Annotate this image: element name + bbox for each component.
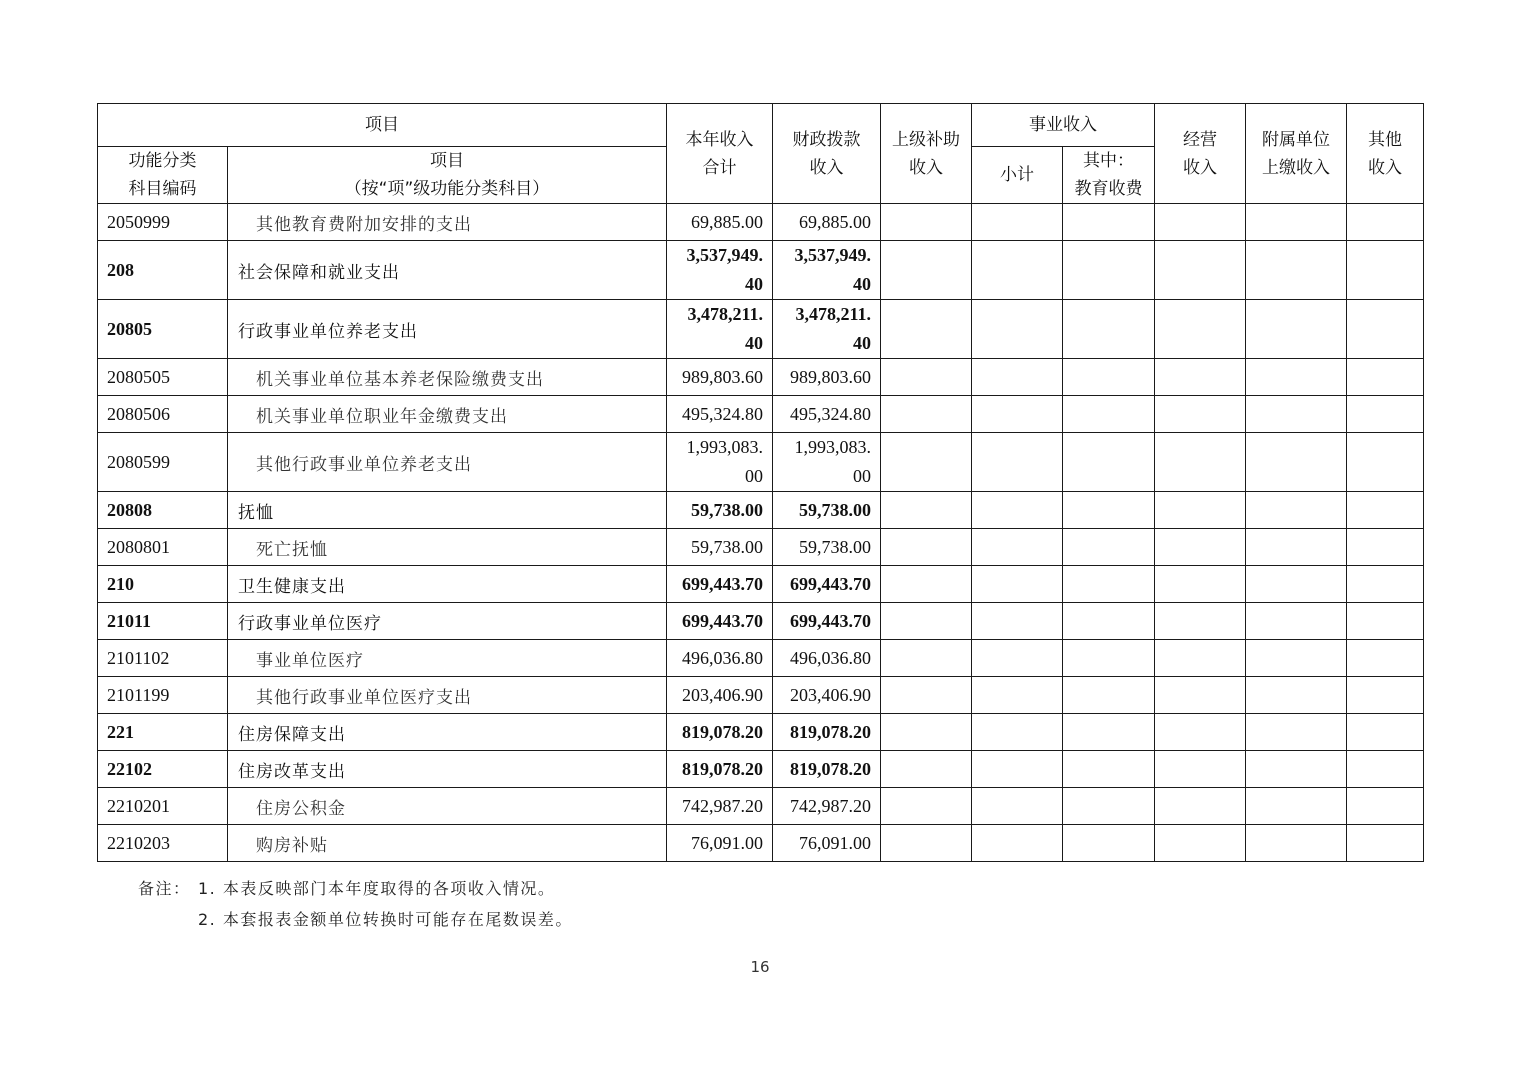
- total-cell: 819,078.20: [667, 751, 773, 788]
- empty-cell: [881, 788, 972, 825]
- fiscal-line1: 3,478,211.: [795, 304, 871, 324]
- empty-cell: [1063, 396, 1155, 433]
- empty-cell: [1347, 566, 1424, 603]
- code-cell: 2210203: [98, 825, 228, 862]
- header-edu-line1: 其中：: [1083, 151, 1134, 171]
- total-cell: 76,091.00: [667, 825, 773, 862]
- empty-cell: [1246, 714, 1347, 751]
- total-cell: 699,443.70: [667, 603, 773, 640]
- name-cell: 其他教育费附加安排的支出: [228, 204, 667, 241]
- header-project: [228, 147, 667, 204]
- header-affiliated-line2: 上缴收入: [1262, 157, 1330, 178]
- fiscal-cell: 699,443.70: [773, 566, 881, 603]
- total-line2: 40: [745, 274, 763, 294]
- code-cell: 21011: [98, 603, 228, 640]
- table-row: [98, 825, 1424, 862]
- code-cell: 208: [98, 241, 228, 300]
- empty-cell: [1063, 492, 1155, 529]
- empty-cell: [1063, 204, 1155, 241]
- fiscal-cell: 203,406.90: [773, 677, 881, 714]
- empty-cell: [1063, 714, 1155, 751]
- name-cell: 购房补贴: [228, 825, 667, 862]
- empty-cell: [881, 433, 972, 492]
- empty-cell: [1246, 241, 1347, 300]
- empty-cell: [972, 492, 1063, 529]
- empty-cell: [1347, 788, 1424, 825]
- code-cell: 221: [98, 714, 228, 751]
- empty-cell: [1246, 396, 1347, 433]
- header-superior-line2: 收入: [909, 157, 943, 178]
- empty-cell: [1347, 529, 1424, 566]
- code-cell: 2080505: [98, 359, 228, 396]
- header-operating-line2: 收入: [1183, 157, 1217, 178]
- empty-cell: [1155, 603, 1246, 640]
- table-row: [98, 433, 1424, 492]
- empty-cell: [881, 714, 972, 751]
- empty-cell: [1063, 825, 1155, 862]
- empty-cell: [1063, 566, 1155, 603]
- header-func-code-line2: 科目编码: [128, 179, 197, 199]
- total-line2: 00: [745, 466, 763, 486]
- notes-label: 备注：: [138, 879, 191, 898]
- name-cell: 其他行政事业单位养老支出: [228, 433, 667, 492]
- header-other-line1: 其他: [1368, 129, 1402, 150]
- total-cell: [667, 241, 773, 300]
- empty-cell: [1155, 566, 1246, 603]
- empty-cell: [1347, 241, 1424, 300]
- total-cell: 495,324.80: [667, 396, 773, 433]
- empty-cell: [881, 241, 972, 300]
- empty-cell: [1155, 359, 1246, 396]
- empty-cell: [972, 714, 1063, 751]
- header-func-code: [98, 147, 228, 204]
- name-cell: 住房保障支出: [228, 714, 667, 751]
- table-row: [98, 603, 1424, 640]
- name-cell: 抚恤: [228, 492, 667, 529]
- header-fiscal: [773, 104, 881, 204]
- code-cell: 2101102: [98, 640, 228, 677]
- empty-cell: [1347, 751, 1424, 788]
- header-superior: [881, 104, 972, 204]
- empty-cell: [1347, 300, 1424, 359]
- empty-cell: [1246, 529, 1347, 566]
- code-cell: 2080506: [98, 396, 228, 433]
- empty-cell: [1246, 433, 1347, 492]
- code-cell: 2080599: [98, 433, 228, 492]
- name-cell: 机关事业单位职业年金缴费支出: [228, 396, 667, 433]
- empty-cell: [881, 603, 972, 640]
- fiscal-cell: [773, 300, 881, 359]
- fiscal-cell: [773, 241, 881, 300]
- total-cell: 819,078.20: [667, 714, 773, 751]
- name-cell: 死亡抚恤: [228, 529, 667, 566]
- empty-cell: [1063, 433, 1155, 492]
- empty-cell: [1246, 204, 1347, 241]
- empty-cell: [1155, 751, 1246, 788]
- empty-cell: [972, 566, 1063, 603]
- empty-cell: [972, 204, 1063, 241]
- empty-cell: [1155, 241, 1246, 300]
- header-subtotal: 小计: [972, 147, 1063, 204]
- empty-cell: [881, 204, 972, 241]
- fiscal-line2: 40: [853, 274, 871, 294]
- empty-cell: [972, 603, 1063, 640]
- empty-cell: [881, 359, 972, 396]
- empty-cell: [1347, 825, 1424, 862]
- empty-cell: [881, 751, 972, 788]
- header-project-line2: （按“项”级功能分类科目）: [344, 179, 550, 199]
- empty-cell: [1063, 788, 1155, 825]
- header-func-code-line1: 功能分类: [128, 151, 197, 171]
- table-row: [98, 566, 1424, 603]
- empty-cell: [881, 677, 972, 714]
- empty-cell: [1155, 825, 1246, 862]
- empty-cell: [1063, 241, 1155, 300]
- empty-cell: [1155, 492, 1246, 529]
- fiscal-cell: [773, 433, 881, 492]
- empty-cell: [881, 825, 972, 862]
- empty-cell: [1347, 714, 1424, 751]
- name-cell: 卫生健康支出: [228, 566, 667, 603]
- fiscal-cell: 742,987.20: [773, 788, 881, 825]
- table-row: [98, 241, 1424, 300]
- empty-cell: [1155, 714, 1246, 751]
- table-row: [98, 751, 1424, 788]
- fiscal-cell: 819,078.20: [773, 714, 881, 751]
- total-cell: 59,738.00: [667, 529, 773, 566]
- empty-cell: [1347, 204, 1424, 241]
- header-business-group: 事业收入: [972, 104, 1155, 147]
- empty-cell: [1246, 751, 1347, 788]
- empty-cell: [1063, 300, 1155, 359]
- total-cell: 699,443.70: [667, 566, 773, 603]
- fiscal-cell: 495,324.80: [773, 396, 881, 433]
- empty-cell: [881, 640, 972, 677]
- header-other-line2: 收入: [1368, 157, 1402, 178]
- empty-cell: [972, 433, 1063, 492]
- name-cell: 住房改革支出: [228, 751, 667, 788]
- fiscal-cell: 59,738.00: [773, 492, 881, 529]
- income-table: [97, 103, 1424, 862]
- fiscal-cell: 699,443.70: [773, 603, 881, 640]
- name-cell: 住房公积金: [228, 788, 667, 825]
- empty-cell: [972, 677, 1063, 714]
- table-row: [98, 359, 1424, 396]
- empty-cell: [1347, 433, 1424, 492]
- empty-cell: [1347, 603, 1424, 640]
- fiscal-cell: 59,738.00: [773, 529, 881, 566]
- name-cell: 事业单位医疗: [228, 640, 667, 677]
- empty-cell: [1063, 359, 1155, 396]
- total-cell: 989,803.60: [667, 359, 773, 396]
- empty-cell: [972, 788, 1063, 825]
- fiscal-line2: 00: [853, 466, 871, 486]
- empty-cell: [1246, 603, 1347, 640]
- empty-cell: [881, 566, 972, 603]
- empty-cell: [972, 300, 1063, 359]
- empty-cell: [1246, 677, 1347, 714]
- name-cell: 行政事业单位养老支出: [228, 300, 667, 359]
- empty-cell: [881, 529, 972, 566]
- empty-cell: [1347, 640, 1424, 677]
- fiscal-cell: 69,885.00: [773, 204, 881, 241]
- empty-cell: [1246, 359, 1347, 396]
- code-cell: 20805: [98, 300, 228, 359]
- empty-cell: [1155, 529, 1246, 566]
- total-cell: 496,036.80: [667, 640, 773, 677]
- total-line1: 1,993,083.: [686, 437, 763, 457]
- empty-cell: [1246, 825, 1347, 862]
- name-cell: 社会保障和就业支出: [228, 241, 667, 300]
- empty-cell: [972, 825, 1063, 862]
- header-affiliated-line1: 附属单位: [1262, 129, 1330, 150]
- empty-cell: [1246, 300, 1347, 359]
- header-project-group: 项目: [98, 104, 667, 147]
- total-cell: 59,738.00: [667, 492, 773, 529]
- name-cell: 其他行政事业单位医疗支出: [228, 677, 667, 714]
- empty-cell: [1155, 300, 1246, 359]
- page-number: 16: [750, 958, 770, 976]
- code-cell: 2050999: [98, 204, 228, 241]
- empty-cell: [1246, 566, 1347, 603]
- total-cell: 203,406.90: [667, 677, 773, 714]
- header-total-line2: 合计: [702, 157, 737, 178]
- code-cell: 210: [98, 566, 228, 603]
- total-cell: [667, 433, 773, 492]
- header-superior-line1: 上级补助: [892, 129, 960, 150]
- fiscal-line2: 40: [853, 333, 871, 353]
- empty-cell: [1246, 640, 1347, 677]
- empty-cell: [1246, 788, 1347, 825]
- header-operating: [1155, 104, 1246, 204]
- empty-cell: [881, 300, 972, 359]
- total-cell: 69,885.00: [667, 204, 773, 241]
- total-line1: 3,478,211.: [687, 304, 763, 324]
- header-edu-line2: 教育收费: [1074, 179, 1143, 199]
- fiscal-cell: 989,803.60: [773, 359, 881, 396]
- empty-cell: [1063, 677, 1155, 714]
- empty-cell: [1063, 603, 1155, 640]
- empty-cell: [972, 396, 1063, 433]
- empty-cell: [1347, 677, 1424, 714]
- code-cell: 2080801: [98, 529, 228, 566]
- empty-cell: [1347, 359, 1424, 396]
- empty-cell: [1347, 492, 1424, 529]
- empty-cell: [1155, 677, 1246, 714]
- table-row: [98, 204, 1424, 241]
- note-1: 1. 本表反映部门本年度取得的各项收入情况。: [198, 879, 556, 898]
- header-other: [1347, 104, 1424, 204]
- name-cell: 行政事业单位医疗: [228, 603, 667, 640]
- table-row: [98, 788, 1424, 825]
- fiscal-cell: 819,078.20: [773, 751, 881, 788]
- total-line1: 3,537,949.: [686, 245, 763, 265]
- empty-cell: [1246, 492, 1347, 529]
- header-fiscal-line2: 收入: [809, 157, 844, 178]
- header-edu: [1063, 147, 1155, 204]
- table-row: [98, 396, 1424, 433]
- empty-cell: [1155, 396, 1246, 433]
- empty-cell: [972, 359, 1063, 396]
- code-cell: 20808: [98, 492, 228, 529]
- fiscal-cell: 76,091.00: [773, 825, 881, 862]
- empty-cell: [1063, 640, 1155, 677]
- code-cell: 22102: [98, 751, 228, 788]
- fiscal-line1: 3,537,949.: [794, 245, 871, 265]
- header-project-line1: 项目: [430, 151, 464, 171]
- empty-cell: [972, 241, 1063, 300]
- note-2: 2. 本套报表金额单位转换时可能存在尾数误差。: [198, 910, 573, 929]
- empty-cell: [881, 492, 972, 529]
- total-line2: 40: [745, 333, 763, 353]
- code-cell: 2101199: [98, 677, 228, 714]
- total-cell: [667, 300, 773, 359]
- total-cell: 742,987.20: [667, 788, 773, 825]
- empty-cell: [1347, 396, 1424, 433]
- table-row: [98, 640, 1424, 677]
- empty-cell: [1063, 529, 1155, 566]
- table-row: [98, 529, 1424, 566]
- header-affiliated: [1246, 104, 1347, 204]
- code-cell: 2210201: [98, 788, 228, 825]
- table-row: [98, 492, 1424, 529]
- table-row: [98, 677, 1424, 714]
- empty-cell: [881, 396, 972, 433]
- empty-cell: [972, 640, 1063, 677]
- header-operating-line1: 经营: [1183, 129, 1217, 150]
- empty-cell: [1155, 433, 1246, 492]
- table-row: [98, 300, 1424, 359]
- empty-cell: [972, 529, 1063, 566]
- empty-cell: [1155, 640, 1246, 677]
- name-cell: 机关事业单位基本养老保险缴费支出: [228, 359, 667, 396]
- header-fiscal-line1: 财政拨款: [792, 129, 861, 150]
- empty-cell: [1155, 204, 1246, 241]
- table-row: [98, 714, 1424, 751]
- fiscal-line1: 1,993,083.: [794, 437, 871, 457]
- header-total: [667, 104, 773, 204]
- empty-cell: [1063, 751, 1155, 788]
- empty-cell: [972, 751, 1063, 788]
- empty-cell: [1155, 788, 1246, 825]
- fiscal-cell: 496,036.80: [773, 640, 881, 677]
- header-total-line1: 本年收入: [685, 129, 754, 150]
